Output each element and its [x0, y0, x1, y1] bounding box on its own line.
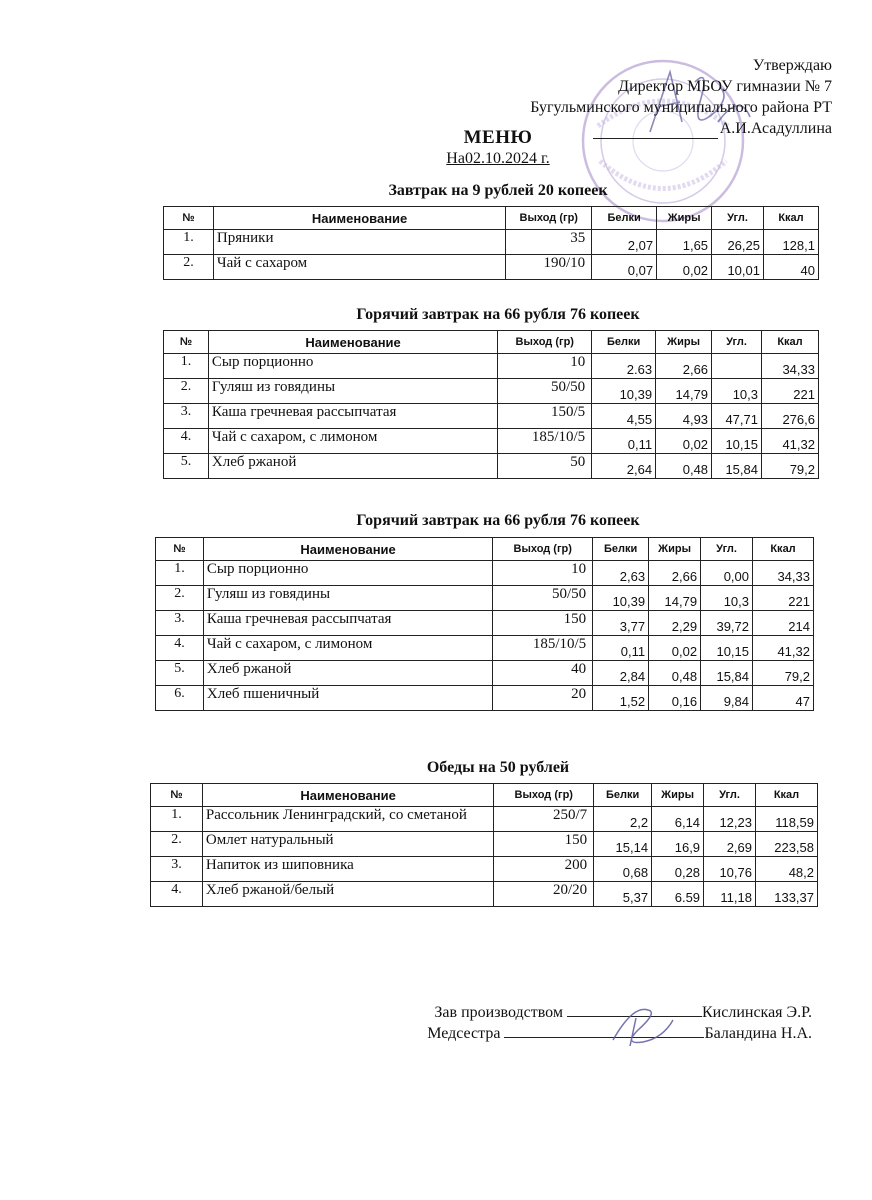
dish-output: 50/50 [493, 586, 593, 611]
protein-value: 0,11 [593, 636, 649, 661]
fat-value: 2,29 [649, 611, 701, 636]
dish-output: 35 [506, 230, 592, 255]
dish-output: 250/7 [494, 807, 594, 832]
protein-value: 2,63 [593, 561, 649, 586]
protein-value: 1,52 [593, 686, 649, 711]
table-row [151, 857, 818, 882]
table-row [156, 636, 814, 661]
carbs-value: 10,15 [701, 636, 753, 661]
carbs-value: 10,3 [701, 586, 753, 611]
nurse-role: Медсестра [427, 1025, 501, 1042]
fat-value: 0,28 [652, 857, 704, 882]
carbs-value: 0,00 [701, 561, 753, 586]
dish-output: 10 [498, 354, 592, 379]
header-kcal: Ккал [764, 207, 819, 230]
production-manager-role: Зав производством [434, 1004, 563, 1021]
header-name: Наименование [208, 331, 497, 354]
section-title-lunch: Обеды на 50 рублей [426, 759, 570, 776]
dish-output: 150 [494, 832, 594, 857]
approval-position: Директор МБОУ гимназии № 7 [618, 78, 832, 95]
protein-value: 10,39 [593, 586, 649, 611]
header-name: Наименование [203, 538, 492, 561]
table-row [151, 882, 818, 907]
protein-value: 2,64 [592, 454, 656, 479]
approval-heading: Утверждаю [752, 57, 832, 74]
kcal-value: 40 [764, 255, 819, 280]
menu-date: На02.10.2024 г. [446, 150, 550, 167]
approval-district: Бугульминского муниципального района РТ [530, 99, 832, 116]
row-number: 2. [164, 255, 214, 280]
carbs-value: 39,72 [701, 611, 753, 636]
table-header [151, 784, 818, 807]
fat-value: 0,16 [649, 686, 701, 711]
carbs-value [712, 354, 762, 379]
dish-output: 185/10/5 [493, 636, 593, 661]
kcal-value: 41,32 [762, 429, 819, 454]
header-fat: Жиры [656, 331, 712, 354]
table-header [156, 538, 814, 561]
kcal-value: 48,2 [756, 857, 818, 882]
header-output: Выход (гр) [493, 538, 593, 561]
protein-value: 2,07 [592, 230, 657, 255]
table-row [156, 561, 814, 586]
carbs-value: 9,84 [701, 686, 753, 711]
protein-value: 10,39 [592, 379, 656, 404]
fat-value: 0,48 [649, 661, 701, 686]
dish-name: Гуляш из говядины [203, 586, 492, 611]
section-title-hot-breakfast-1: Горячий завтрак на 66 рубля 76 копеек [356, 306, 640, 323]
kcal-value: 34,33 [762, 354, 819, 379]
dish-output: 50 [498, 454, 592, 479]
fat-value: 0,48 [656, 454, 712, 479]
table-breakfast [163, 206, 819, 280]
fat-value: 2,66 [649, 561, 701, 586]
table-lunch [150, 783, 818, 907]
table-row [164, 379, 819, 404]
header-output: Выход (гр) [498, 331, 592, 354]
header-carbs: Угл. [701, 538, 753, 561]
fat-value: 14,79 [649, 586, 701, 611]
table-row [156, 661, 814, 686]
row-number: 5. [156, 661, 204, 686]
page-title: МЕНЮ [463, 127, 533, 148]
header-number: № [164, 331, 209, 354]
header-protein: Белки [592, 207, 657, 230]
dish-name: Каша гречневая рассыпчатая [208, 404, 497, 429]
carbs-value: 10,76 [704, 857, 756, 882]
header-name: Наименование [202, 784, 493, 807]
fat-value: 0,02 [657, 255, 712, 280]
protein-value: 0,11 [592, 429, 656, 454]
fat-value: 6.59 [652, 882, 704, 907]
carbs-value: 2,69 [704, 832, 756, 857]
dish-name: Чай с сахаром, с лимоном [208, 429, 497, 454]
table-row [164, 429, 819, 454]
fat-value: 2,66 [656, 354, 712, 379]
fat-value: 4,93 [656, 404, 712, 429]
table-header [164, 331, 819, 354]
carbs-value: 12,23 [704, 807, 756, 832]
table-row [164, 454, 819, 479]
dish-name: Омлет натуральный [202, 832, 493, 857]
production-manager-name: Кислинская Э.Р. [702, 1004, 812, 1021]
protein-value: 2.63 [592, 354, 656, 379]
section-title-breakfast: Завтрак на 9 рублей 20 копеек [388, 182, 608, 199]
section-title-hot-breakfast-2: Горячий завтрак на 66 рубля 76 копеек [356, 512, 640, 529]
dish-output: 10 [493, 561, 593, 586]
kcal-value: 118,59 [756, 807, 818, 832]
carbs-value: 11,18 [704, 882, 756, 907]
dish-output: 150/5 [498, 404, 592, 429]
table-hot-breakfast-1 [163, 330, 819, 479]
dish-output: 40 [493, 661, 593, 686]
header-kcal: Ккал [756, 784, 818, 807]
header-number: № [164, 207, 214, 230]
kcal-value: 128,1 [764, 230, 819, 255]
fat-value: 14,79 [656, 379, 712, 404]
dish-name: Пряники [213, 230, 505, 255]
row-number: 4. [151, 882, 203, 907]
header-fat: Жиры [649, 538, 701, 561]
fat-value: 0,02 [656, 429, 712, 454]
row-number: 5. [164, 454, 209, 479]
kcal-value: 214 [753, 611, 814, 636]
fat-value: 6,14 [652, 807, 704, 832]
table-row [156, 686, 814, 711]
dish-output: 20/20 [494, 882, 594, 907]
dish-output: 150 [493, 611, 593, 636]
table-hot-breakfast-2 [155, 537, 814, 711]
table-row [156, 611, 814, 636]
protein-value: 2,84 [593, 661, 649, 686]
kcal-value: 47 [753, 686, 814, 711]
dish-output: 185/10/5 [498, 429, 592, 454]
header-fat: Жиры [652, 784, 704, 807]
kcal-value: 79,2 [762, 454, 819, 479]
dish-name: Сыр порционно [203, 561, 492, 586]
header-carbs: Угл. [712, 331, 762, 354]
table-row [164, 255, 819, 280]
fat-value: 0,02 [649, 636, 701, 661]
header-kcal: Ккал [762, 331, 819, 354]
carbs-value: 10,01 [712, 255, 764, 280]
dish-name: Хлеб ржаной [208, 454, 497, 479]
dish-name: Хлеб пшеничный [203, 686, 492, 711]
row-number: 3. [156, 611, 204, 636]
row-number: 3. [151, 857, 203, 882]
carbs-value: 47,71 [712, 404, 762, 429]
header-output: Выход (гр) [494, 784, 594, 807]
dish-name: Гуляш из говядины [208, 379, 497, 404]
dish-name: Чай с сахаром [213, 255, 505, 280]
kcal-value: 133,37 [756, 882, 818, 907]
row-number: 4. [156, 636, 204, 661]
row-number: 2. [164, 379, 209, 404]
header-protein: Белки [594, 784, 652, 807]
dish-name: Напиток из шиповника [202, 857, 493, 882]
protein-value: 0,68 [594, 857, 652, 882]
row-number: 1. [164, 230, 214, 255]
carbs-value: 10,15 [712, 429, 762, 454]
row-number: 1. [156, 561, 204, 586]
dish-output: 190/10 [506, 255, 592, 280]
header-protein: Белки [592, 331, 656, 354]
kcal-value: 34,33 [753, 561, 814, 586]
header-carbs: Угл. [704, 784, 756, 807]
header-fat: Жиры [657, 207, 712, 230]
protein-value: 2,2 [594, 807, 652, 832]
dish-name: Каша гречневая рассыпчатая [203, 611, 492, 636]
protein-value: 0,07 [592, 255, 657, 280]
kcal-value: 223,58 [756, 832, 818, 857]
dish-name: Рассольник Ленинградский, со сметаной [202, 807, 493, 832]
header-output: Выход (гр) [506, 207, 592, 230]
protein-value: 4,55 [592, 404, 656, 429]
carbs-value: 26,25 [712, 230, 764, 255]
row-number: 2. [151, 832, 203, 857]
protein-value: 3,77 [593, 611, 649, 636]
dish-name: Чай с сахаром, с лимоном [203, 636, 492, 661]
director-name: А.И.Асадуллина [719, 120, 832, 137]
row-number: 6. [156, 686, 204, 711]
dish-name: Хлеб ржаной [203, 661, 492, 686]
kcal-value: 221 [753, 586, 814, 611]
kcal-value: 79,2 [753, 661, 814, 686]
header-protein: Белки [593, 538, 649, 561]
table-row [164, 404, 819, 429]
row-number: 4. [164, 429, 209, 454]
protein-value: 5,37 [594, 882, 652, 907]
dish-output: 200 [494, 857, 594, 882]
kcal-value: 41,32 [753, 636, 814, 661]
row-number: 2. [156, 586, 204, 611]
table-row [164, 230, 819, 255]
table-row [156, 586, 814, 611]
dish-output: 50/50 [498, 379, 592, 404]
fat-value: 1,65 [657, 230, 712, 255]
dish-name: Сыр порционно [208, 354, 497, 379]
row-number: 1. [164, 354, 209, 379]
header-number: № [151, 784, 203, 807]
header-name: Наименование [213, 207, 505, 230]
nurse-name: Баландина Н.А. [704, 1025, 812, 1042]
kcal-value: 221 [762, 379, 819, 404]
kcal-value: 276,6 [762, 404, 819, 429]
header-carbs: Угл. [712, 207, 764, 230]
protein-value: 15,14 [594, 832, 652, 857]
production-manager-signature [608, 1000, 678, 1050]
fat-value: 16,9 [652, 832, 704, 857]
header-number: № [156, 538, 204, 561]
row-number: 1. [151, 807, 203, 832]
carbs-value: 15,84 [712, 454, 762, 479]
table-row [151, 807, 818, 832]
table-header [164, 207, 819, 230]
carbs-value: 15,84 [701, 661, 753, 686]
carbs-value: 10,3 [712, 379, 762, 404]
dish-output: 20 [493, 686, 593, 711]
header-kcal: Ккал [753, 538, 814, 561]
dish-name: Хлеб ржаной/белый [202, 882, 493, 907]
row-number: 3. [164, 404, 209, 429]
table-row [164, 354, 819, 379]
table-row [151, 832, 818, 857]
